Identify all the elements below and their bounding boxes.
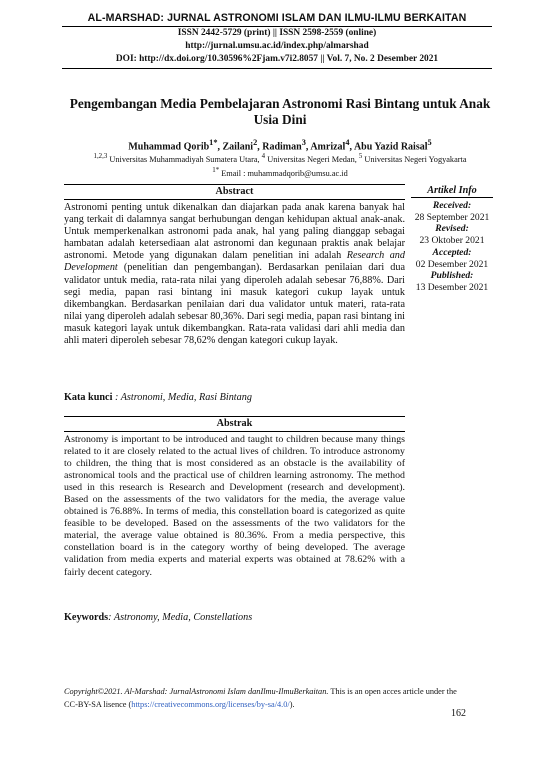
page-number: 162 (451, 708, 466, 719)
journal-url[interactable]: http://jurnal.umsu.ac.id/index.php/almarshad (185, 41, 369, 51)
published-label: Published: (430, 270, 474, 282)
keywords-id-value: : Astronomi, Media, Rasi Bintang (112, 392, 252, 403)
author-name: Abu Yazid Raisal (353, 141, 428, 153)
author-name: Amrizal (310, 141, 346, 153)
keywords-en (64, 612, 405, 623)
keywords-id-label: Kata kunci (64, 392, 113, 403)
copyright-end: ). (289, 699, 295, 709)
article-info-title: Artikel Info (411, 184, 493, 198)
paper-title: Pengembangan Media Pembelajaran Astronomi Rasi Bintang untuk Anak Usia Dini (69, 96, 491, 127)
author-sup: 1* (209, 138, 218, 147)
author-sup: 2 (253, 138, 258, 147)
copyright-notice (64, 686, 464, 711)
copyright-italic: Copyright©2021. Al-Marshad: JurnalAstronomi Islam danIlmu-IlmuBerkaitan. (64, 687, 329, 696)
abstract-id-italic: Research and Development (64, 250, 405, 274)
abstract-id-part: Astronomi penting untuk dikenalkan dan diajarkan pada anak karena banyak hal yang terkait di dalamnya sangat berhubungan dengan kehidupan aktual anak-anak. Untuk memperkenalkan astronomi pada anak, hal yang paling dianggap sebagai hambatan adalah ketersediaan alat astronomi dan kegunaan praktis anak belajar astronomi. Metode yang digunakan dalam penelitian ini adalah (64, 202, 405, 262)
abstract-en-text: Astronomy is important to be introduced and taught to children because many things related to it are closely related to the actual lives of children. To introduce astronomy to children, the thing that is most considered as an obstacle is the availability of astronomical tools and the practical use of children learning astronomy. The method used in this research is Research and Development (research and development). Based on the assessments of the two validators for the media, the average value obtained is 76.88%. In terms of media, this constellation board is categorized as quite feasible to be developed. Based on the assessments of the two validators for the material, the average value obtained is 80.36%. From a media perspective, this constellation board is in the category worthy of being developed. The average validation from media experts and material experts was obtained at 78.62% with a fairly decent category. (64, 434, 405, 578)
keywords-en-label: Keywords (64, 612, 109, 623)
issn-line: ISSN 2442-5729 (print) || ISSN 2598-2559 (online) (177, 28, 377, 38)
abstract-id-section (64, 184, 405, 347)
received-date: 28 September 2021 (414, 211, 490, 223)
author-list: Muhammad Qorib$^{1*}$, Zailani$^2$, Radiman$^3$, Amrizal$^4$, Abu Yazid Raisal$^5$ (128, 138, 432, 153)
doi-line[interactable]: DOI: http://dx.doi.org/10.30596%2Fjam.v7i2.8057 || Vol. 7, No. 2 Desember 2021 (115, 54, 439, 64)
abstract-id-text (64, 202, 405, 347)
author-name: Muhammad Qorib (128, 141, 210, 153)
email-line (60, 165, 500, 179)
author-sup: 5 (427, 138, 432, 147)
author-name: Radiman (262, 141, 302, 153)
copyright-text: This is an open acces article under the CC-BY-SA lisence ( (64, 687, 457, 709)
author-sup: 3 (301, 138, 306, 147)
affil-sup: 1* (212, 166, 220, 174)
affil-text: Universitas Negeri Yogyakarta (362, 154, 467, 164)
affil-sup: 5 (358, 153, 363, 160)
author-sup: 4 (345, 138, 350, 147)
affil-text: Universitas Negeri Medan, (265, 154, 359, 164)
affiliation-line (60, 151, 500, 165)
author-name: Zailani (222, 141, 254, 153)
revised-date: 23 Oktober 2021 (419, 235, 485, 247)
accepted-date: 02 Desember 2021 (415, 258, 489, 270)
published-date: 13 Desember 2021 (415, 281, 489, 293)
keywords-en-value: : Astronomy, Media, Constellations (108, 612, 253, 623)
affil-text: Universitas Muhammadiyah Sumatera Utara, (107, 154, 262, 164)
affil-sup: 1,2,3 (93, 153, 108, 160)
received-label: Received: (432, 200, 472, 211)
abstrak-heading: Abstrak (64, 416, 405, 432)
abstract-heading: Abstract (64, 184, 405, 200)
license-link[interactable]: https://creativecommons.org/licenses/by-sa/4.0/ (131, 699, 290, 709)
article-info (411, 184, 493, 294)
abstract-en-section (64, 416, 405, 579)
corresponding-email: Email : muhammadqorib@umsu.ac.id (219, 168, 348, 178)
affiliations (60, 151, 500, 179)
revised-label: Revised: (435, 223, 469, 235)
abstract-id-part: (penelitian dan pengembangan). Berdasarkan penilaian dari dua validator untuk media, rata-rata nilai yang diperoleh adalah sebesar 76,88%. Dari segi media, papan rasi bintang ini masuk kategori cukup layak untuk dikembangkan. Berdasarkan penilaian dari dua validator untuk materi, rata-rata nilai yang diperoleh adalah sebesar 80,36%. Dari segi media, papan rasi bintang ini masuk kategori layak untuk dikembangkan. Rata-rata validasi dari ahli media dan ahli materi diperoleh sebesar 78,62% dengan kategori cukup layak. (64, 262, 405, 347)
affil-sup: 4 (261, 153, 266, 160)
header-rule-bottom (62, 68, 492, 69)
journal-header (62, 12, 492, 69)
journal-name: AL-MARSHAD: JURNAL ASTRONOMI ISLAM DAN ILMU-ILMU BERKAITAN (87, 12, 467, 24)
keywords-id (64, 392, 405, 403)
accepted-label: Accepted: (432, 246, 472, 258)
